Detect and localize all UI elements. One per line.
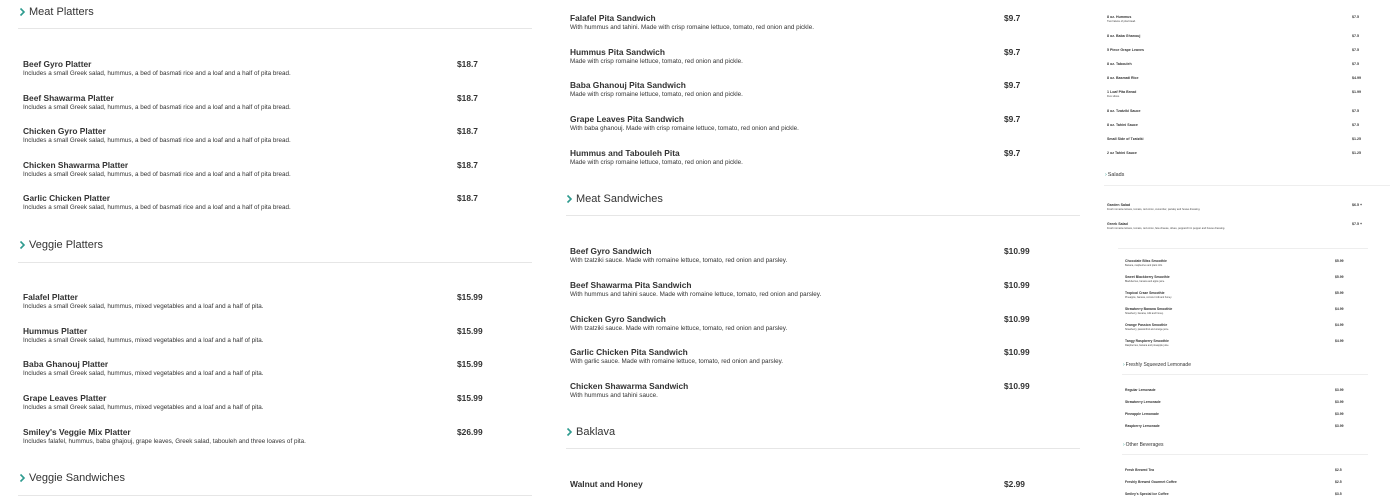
item-name: Beef Shawarma Platter: [23, 93, 114, 103]
menu-item[interactable]: [1125, 291, 1365, 300]
item-name: Garden Salad: [1107, 203, 1131, 207]
item-price: $18.7: [457, 193, 478, 203]
item-price: $2.5: [1335, 480, 1342, 484]
item-description: With hummus and tahini sauce.: [570, 392, 658, 399]
menu-item[interactable]: [1125, 468, 1365, 473]
item-price: $3.99: [1335, 424, 1344, 428]
divider: [18, 262, 532, 263]
item-price: $6.5 +: [1352, 203, 1363, 207]
menu-item[interactable]: [23, 126, 533, 145]
item-price: $15.99: [457, 393, 483, 403]
category-toggle-beverages[interactable]: [1123, 442, 1163, 448]
item-price: $7.5: [1352, 109, 1359, 113]
menu-item[interactable]: [570, 479, 1090, 489]
item-price: $18.7: [457, 160, 478, 170]
item-price: $4.99: [1335, 307, 1344, 311]
menu-item[interactable]: [1125, 480, 1365, 485]
item-price: $5.99: [1335, 291, 1344, 295]
divider: [1122, 454, 1368, 455]
item-name: Small Side of Tzatziki: [1107, 137, 1144, 141]
item-price: $18.7: [457, 59, 478, 69]
item-name: Fresh Brewed Tea: [1125, 468, 1154, 472]
item-price: $9.7: [1004, 13, 1021, 23]
category-title: Baklava: [576, 426, 616, 438]
item-name: Beef Gyro Sandwich: [570, 246, 652, 256]
item-description: Made with crisp romaine lettuce, tomato, red onion and pickle.: [570, 159, 743, 166]
item-name: Beef Gyro Platter: [23, 59, 92, 69]
item-name: Freshly Brewed Gourmet Coffee: [1125, 480, 1177, 484]
item-description: With hummus and tahini sauce. Made with romaine lettuce, tomato, red onion and parsley.: [570, 291, 822, 298]
item-price: $5.99: [1335, 275, 1344, 279]
item-price: $15.99: [457, 326, 483, 336]
item-name: Chicken Gyro Platter: [23, 126, 106, 136]
item-description: Includes a small Greek salad, hummus, mixed vegetables and a loaf and a half of pita.: [23, 404, 264, 411]
item-name: Falafel Platter: [23, 292, 78, 302]
menu-item[interactable]: [1107, 62, 1377, 67]
category-title: Other Beverages: [1125, 442, 1164, 448]
item-name: 8 oz. Baba Ghanouj: [1107, 34, 1141, 38]
item-name: Baba Ghanouj Pita Sandwich: [570, 80, 686, 90]
item-name: Grape Leaves Pita Sandwich: [570, 114, 685, 124]
item-description: Blackberries, banana and apple juice.: [1125, 280, 1165, 283]
category-toggle-veggie-sandwiches[interactable]: [19, 472, 125, 484]
menu-item[interactable]: [1125, 275, 1365, 284]
item-name: Tropical Craze Smoothie: [1125, 291, 1165, 295]
item-price: $1.25: [1352, 151, 1361, 155]
item-name: Hummus Pita Sandwich: [570, 47, 665, 57]
item-price: $9.7: [1004, 47, 1021, 57]
item-price: $15.99: [457, 292, 483, 302]
item-name: Raspberry Lemonade: [1125, 424, 1160, 428]
item-description: Includes a small Greek salad, hummus, a bed of basmati rice and a loaf and a half of pita bread.: [23, 70, 291, 77]
chevron-right-icon: [19, 7, 26, 17]
item-description: Made with crisp romaine lettuce, tomato, red onion and pickle.: [570, 91, 743, 98]
item-name: 1 Loaf Pita Bread: [1107, 90, 1137, 94]
menu-item[interactable]: [1125, 400, 1365, 405]
divider: [566, 215, 1080, 216]
chevron-right-icon: [566, 194, 573, 204]
item-description: Includes a small Greek salad, hummus, a bed of basmati rice and a loaf and a half of pita bread.: [23, 104, 291, 111]
item-name: Baba Ghanouj Platter: [23, 359, 109, 369]
item-name: 5 Piece Grape Leaves: [1107, 48, 1144, 52]
item-price: $26.99: [457, 427, 483, 437]
menu-item[interactable]: [1107, 48, 1377, 53]
item-name: Falafel Pita Sandwich: [570, 13, 656, 23]
menu-item[interactable]: [1107, 222, 1377, 231]
category-title: Meat Platters: [29, 6, 94, 18]
item-price: $10.99: [1004, 347, 1030, 357]
item-description: With tzatziki sauce. Made with romaine lettuce, tomato, red onion and parsley.: [570, 257, 788, 264]
menu-item[interactable]: [570, 47, 1090, 66]
item-price: $10.99: [1004, 280, 1030, 290]
menu-item[interactable]: [1107, 90, 1377, 99]
item-price: $5.99: [1335, 259, 1344, 263]
menu-column-middle: [550, 0, 1090, 500]
category-toggle-meat-platters[interactable]: [19, 6, 94, 18]
chevron-right-icon: [19, 473, 26, 483]
item-name: Garlic Chicken Platter: [23, 193, 111, 203]
menu-item[interactable]: [1125, 307, 1365, 316]
item-price: $10.99: [1004, 381, 1030, 391]
item-name: 8 oz. Basmati Rice: [1107, 76, 1139, 80]
item-description: Includes a small Greek salad, hummus, a bed of basmati rice and a loaf and a half of pita bread.: [23, 137, 291, 144]
category-toggle-meat-sandwiches[interactable]: [566, 193, 663, 205]
item-description: With garlic sauce. Made with romaine lettuce, tomato, red onion and parsley.: [570, 358, 784, 365]
menu-item[interactable]: [570, 13, 1090, 32]
item-price: $7.5: [1352, 34, 1359, 38]
item-price: $10.99: [1004, 246, 1030, 256]
menu-item[interactable]: [1125, 388, 1365, 393]
item-description: Includes a small Greek salad, hummus, mixed vegetables and a loaf and a half of pita.: [23, 337, 264, 344]
menu-item[interactable]: [570, 114, 1090, 133]
item-price: $4.99: [1352, 76, 1361, 80]
item-price: $3.99: [1335, 388, 1344, 392]
menu-item[interactable]: [23, 427, 533, 446]
item-price: $7.5: [1352, 15, 1359, 19]
item-price: $4.99: [1335, 339, 1344, 343]
item-description: Includes a small Greek salad, hummus, mixed vegetables and a loaf and a half of pita.: [23, 303, 264, 310]
item-price: $2.5: [1335, 468, 1342, 472]
item-description: Pineapple, banana, coconut milk and honey.: [1125, 296, 1172, 299]
menu-item[interactable]: [23, 93, 533, 112]
item-price: $1.25: [1352, 137, 1361, 141]
menu-item[interactable]: [1107, 123, 1377, 128]
menu-item[interactable]: [1125, 323, 1365, 332]
menu-item[interactable]: [1125, 339, 1365, 348]
menu-column-left: [0, 0, 540, 500]
menu-item[interactable]: [570, 80, 1090, 99]
item-name: Greek Salad: [1107, 222, 1128, 226]
menu-item[interactable]: [23, 359, 533, 378]
item-price: $3.5: [1335, 492, 1342, 496]
item-description: Raspberries, banana and pineapple juice.: [1125, 344, 1170, 347]
menu-item[interactable]: [570, 314, 1090, 333]
category-title: Veggie Sandwiches: [29, 472, 126, 484]
menu-item[interactable]: [570, 148, 1090, 167]
category-toggle-lemonade[interactable]: [1123, 362, 1191, 368]
item-description: Banana, raspberries and plant milk.: [1125, 264, 1163, 267]
item-description: Fresh romaine lettuce, tomato, red onion, cucumber, parsley and house dressing.: [1107, 208, 1201, 211]
item-name: Chicken Shawarma Platter: [23, 160, 129, 170]
item-description: Includes falafel, hummus, baba ghajouj, grape leaves, Greek salad, tabouleh and three loaves of pita.: [23, 438, 306, 445]
menu-item[interactable]: [1107, 151, 1377, 156]
category-title: Meat Sandwiches: [576, 193, 663, 205]
menu-item[interactable]: [1107, 109, 1377, 114]
item-price: $7.5: [1352, 62, 1359, 66]
menu-item[interactable]: [1125, 492, 1365, 497]
chevron-right-icon: [566, 427, 573, 437]
divider: [18, 28, 532, 29]
menu-item[interactable]: [570, 381, 1090, 400]
item-name: Walnut and Honey: [570, 479, 643, 489]
menu-item[interactable]: [1107, 137, 1377, 142]
item-description: With baba ghanouj. Made with crisp romaine lettuce, tomato, red onion and pickle.: [570, 125, 799, 132]
menu-item[interactable]: [23, 160, 533, 179]
chevron-right-icon: ›: [1123, 442, 1125, 448]
item-name: Beef Shawarma Pita Sandwich: [570, 280, 692, 290]
item-name: 2 oz Tahini Sauce: [1107, 151, 1137, 155]
menu-column-right: [1094, 0, 1400, 500]
item-price: $9.7: [1004, 80, 1021, 90]
divider: [1104, 185, 1390, 186]
category-toggle-salads[interactable]: [1105, 172, 1124, 178]
item-description: Fresh romaine lettuce, tomato, red onion, feta cheese, olives, pepperchi in pepper and house dressing.: [1107, 227, 1226, 230]
item-price: $2.99: [1004, 479, 1025, 489]
item-description: Strawberry, banana, milk and honey.: [1125, 312, 1164, 315]
menu-item[interactable]: [23, 193, 533, 212]
item-price: $1.99: [1352, 90, 1361, 94]
item-price: $18.7: [457, 93, 478, 103]
item-price: $9.7: [1004, 148, 1021, 158]
chevron-right-icon: ›: [1105, 172, 1107, 178]
category-title: Salads: [1107, 172, 1125, 178]
item-name: Chicken Gyro Sandwich: [570, 314, 666, 324]
menu-item[interactable]: [1107, 15, 1377, 24]
item-name: Chocolate Bliss Smoothie: [1125, 259, 1167, 263]
item-price: $18.7: [457, 126, 478, 136]
item-name: Strawberry Banana Smoothie: [1125, 307, 1173, 311]
divider: [18, 495, 532, 496]
item-price: $9.7: [1004, 114, 1021, 124]
item-name: Chicken Shawarma Sandwich: [570, 381, 689, 391]
menu-item[interactable]: [1107, 34, 1377, 39]
item-name: Sweet Blackberry Smoothie: [1125, 275, 1170, 279]
item-name: Smiley's Special Ice Coffee: [1125, 492, 1169, 496]
item-name: 8 oz. Tahini Sauce: [1107, 123, 1138, 127]
item-description: Two halves of pita bread.: [1107, 20, 1136, 23]
item-name: Smiley's Veggie Mix Platter: [23, 427, 131, 437]
menu-item[interactable]: [1125, 424, 1365, 429]
item-name: Hummus and Tabouleh Pita: [570, 148, 680, 158]
divider: [566, 448, 1080, 449]
item-name: Pineapple Lemonade: [1125, 412, 1159, 416]
category-toggle-veggie-platters[interactable]: [19, 239, 103, 251]
category-title: Freshly Squeezed Lemonade: [1125, 362, 1191, 368]
item-name: 8 oz. Tabouleh: [1107, 62, 1132, 66]
item-name: Hummus Platter: [23, 326, 88, 336]
menu-item[interactable]: [570, 246, 1090, 265]
menu-item[interactable]: [23, 326, 533, 345]
item-price: $3.99: [1335, 412, 1344, 416]
item-price: $7.5: [1352, 48, 1359, 52]
category-toggle-baklava[interactable]: [566, 426, 615, 438]
item-price: $7.5: [1352, 123, 1359, 127]
item-name: 8 oz. Hummus: [1107, 15, 1132, 19]
item-price: $4.99: [1335, 323, 1344, 327]
item-name: Garlic Chicken Pita Sandwich: [570, 347, 688, 357]
mini-menu-panel: [1094, 0, 1400, 500]
item-name: Strawberry Lemonade: [1125, 400, 1161, 404]
menu-item[interactable]: [570, 347, 1090, 366]
item-price: $10.99: [1004, 314, 1030, 324]
item-description: Made with crisp romaine lettuce, tomato, red onion and pickle.: [570, 58, 743, 65]
menu-item[interactable]: [570, 280, 1090, 299]
item-description: With hummus and tahini. Made with crisp romaine lettuce, tomato, red onion and pickle.: [570, 24, 814, 31]
item-description: Strawberry, passionfruit and orange juice.: [1125, 328, 1169, 331]
menu-item[interactable]: [23, 292, 533, 311]
category-title: Veggie Platters: [29, 239, 103, 251]
menu-item[interactable]: [1107, 203, 1377, 212]
item-description: Includes a small Greek salad, hummus, a bed of basmati rice and a loaf and a half of pita bread.: [23, 171, 291, 178]
menu-item[interactable]: [23, 393, 533, 412]
item-name: Tangy Raspberry Smoothie: [1125, 339, 1169, 343]
item-description: Five slices.: [1107, 95, 1120, 98]
item-name: 8 oz. Tzatziki Sauce: [1107, 109, 1141, 113]
item-description: With tzatziki sauce. Made with romaine lettuce, tomato, red onion and parsley.: [570, 325, 788, 332]
item-price: $15.99: [457, 359, 483, 369]
item-description: Includes a small Greek salad, hummus, mixed vegetables and a loaf and a half of pita.: [23, 370, 264, 377]
item-price: $3.99: [1335, 400, 1344, 404]
chevron-right-icon: [19, 240, 26, 250]
chevron-right-icon: ›: [1123, 362, 1125, 368]
item-price: $7.5 +: [1352, 222, 1363, 226]
divider: [1122, 374, 1368, 375]
menu-item[interactable]: [1125, 412, 1365, 417]
menu-item[interactable]: [1107, 76, 1377, 81]
item-description: Includes a small Greek salad, hummus, a bed of basmati rice and a loaf and a half of pita bread.: [23, 204, 291, 211]
menu-item[interactable]: [1125, 259, 1365, 268]
menu-item[interactable]: [23, 59, 533, 78]
item-name: Regular Lemonade: [1125, 388, 1156, 392]
item-name: Grape Leaves Platter: [23, 393, 107, 403]
divider: [1118, 248, 1368, 249]
item-name: Orange Passion Smoothie: [1125, 323, 1168, 327]
